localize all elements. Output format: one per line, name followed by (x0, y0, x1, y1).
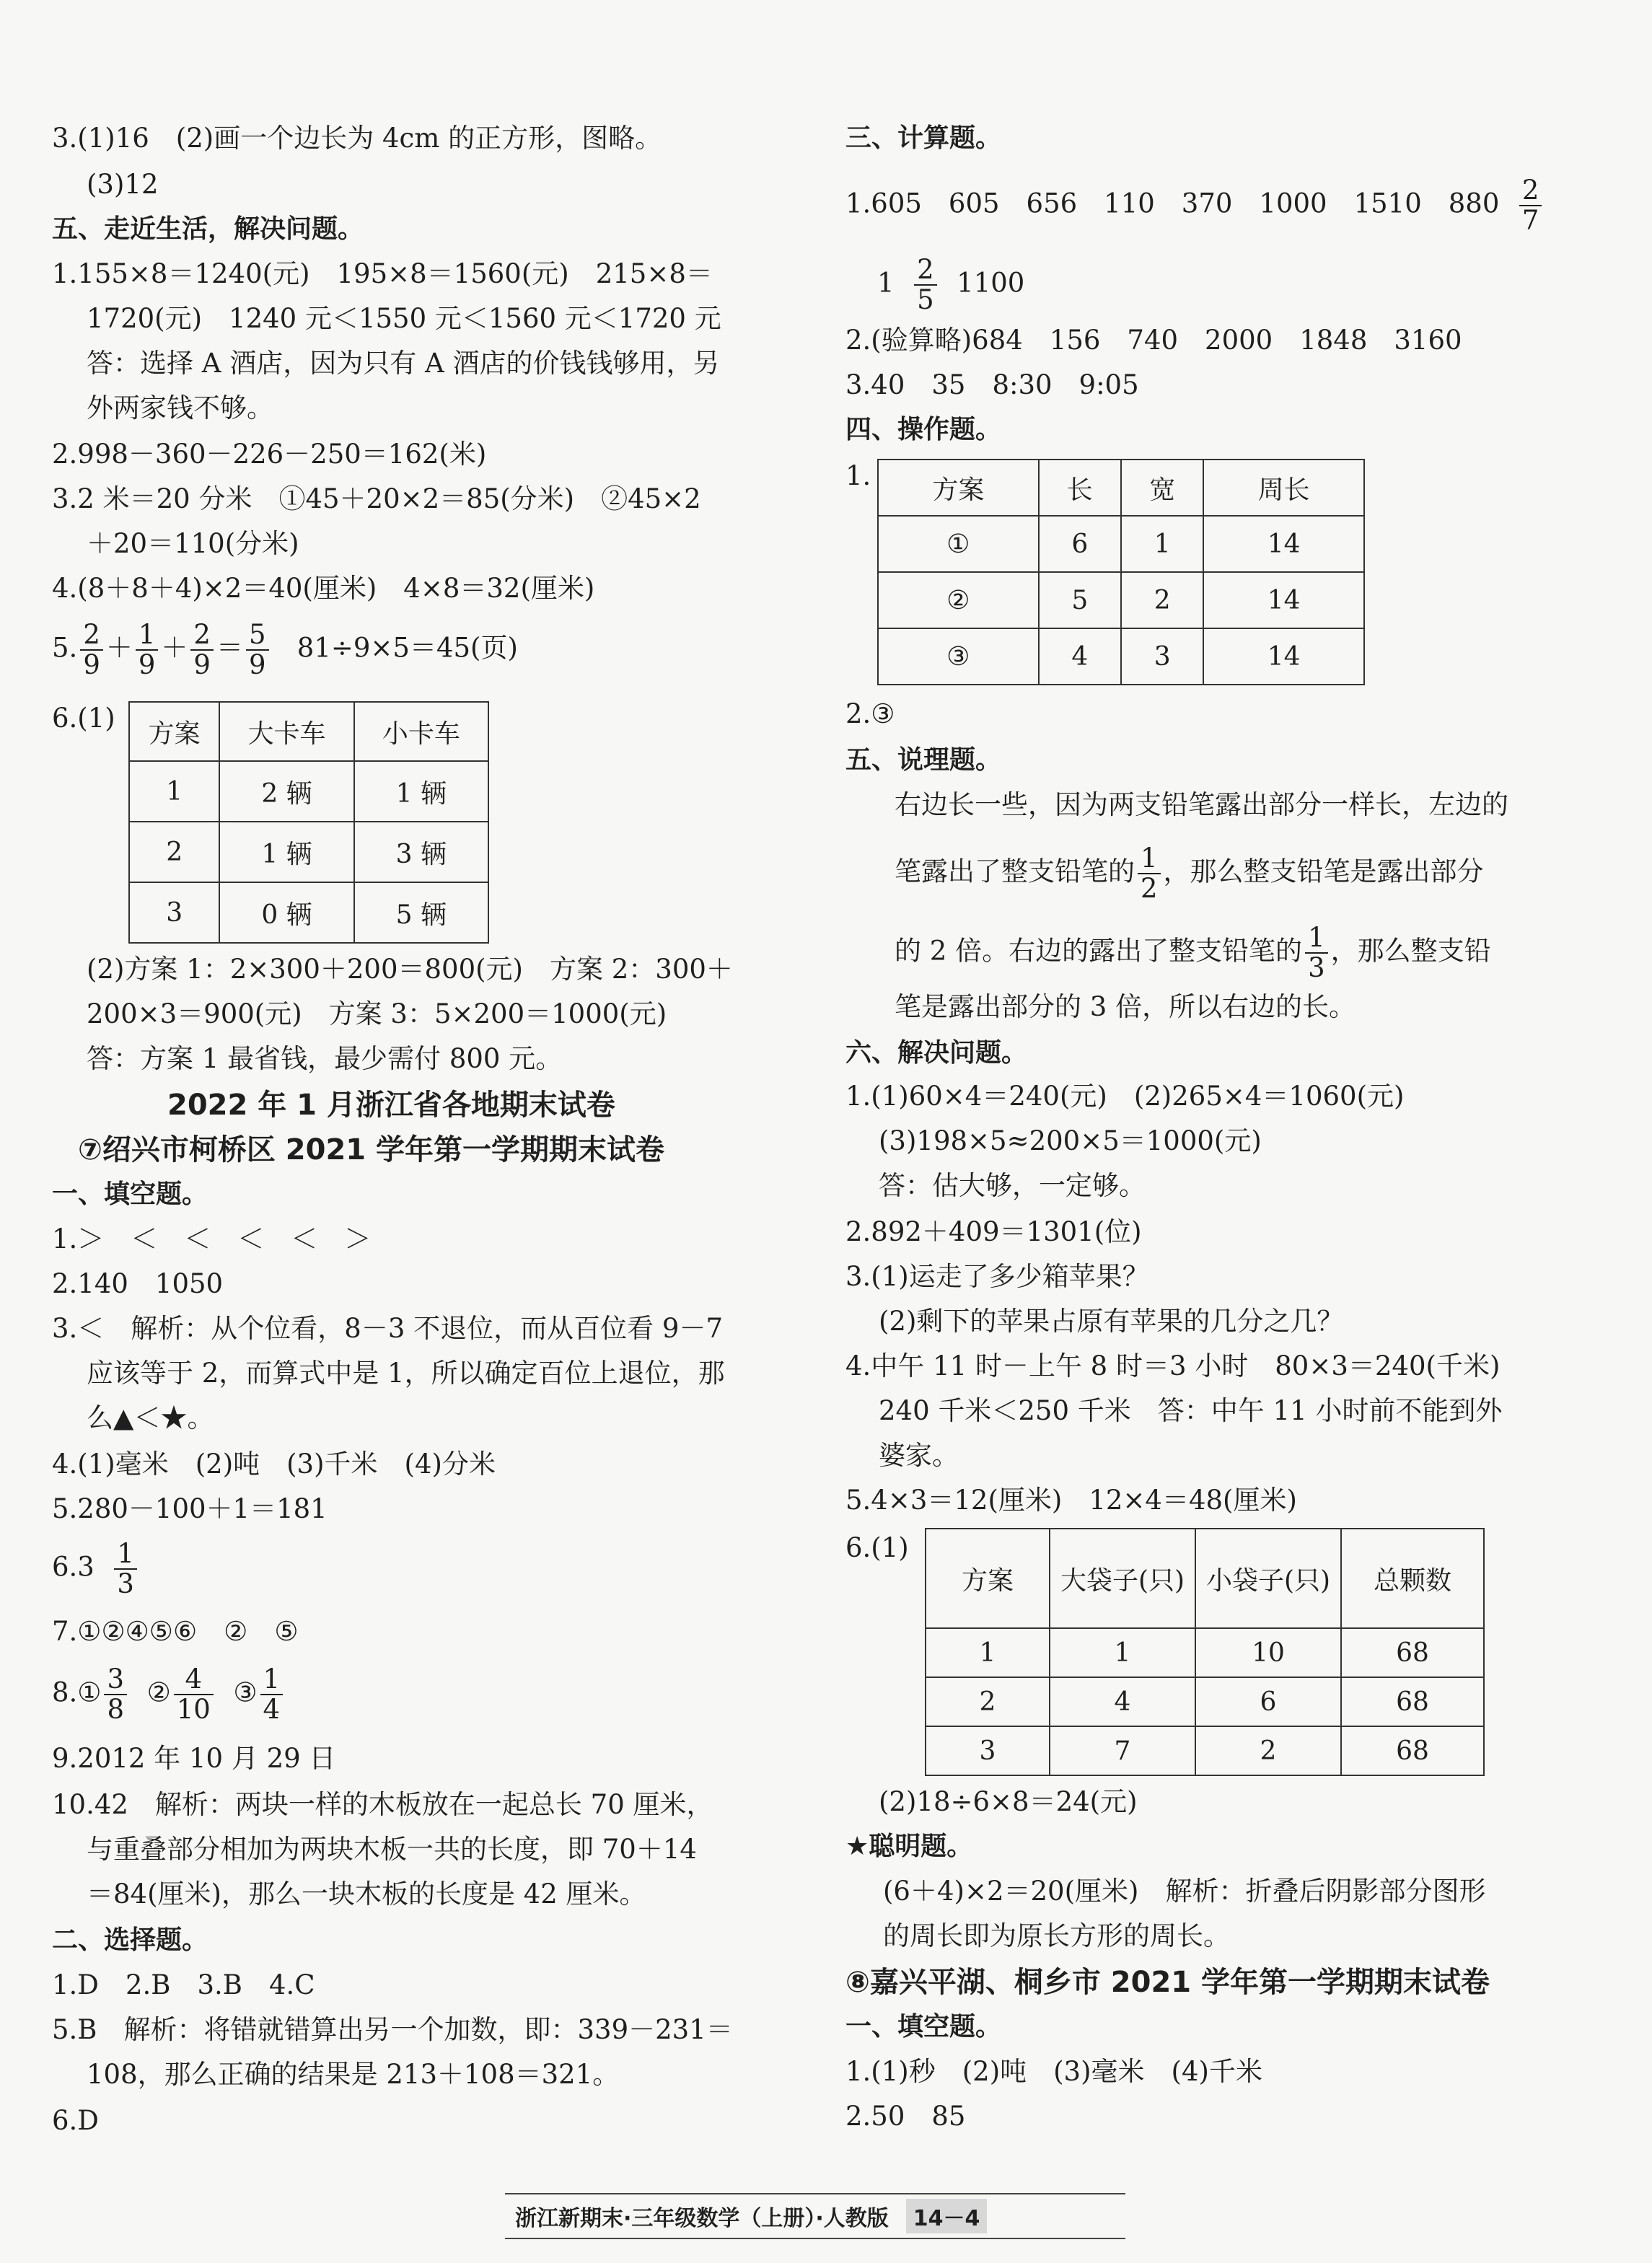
table-header: 总颗数 (1341, 1529, 1484, 1628)
answer-line: 4.(8＋8＋4)×2＝40(厘米) 4×8＝32(厘米) (52, 573, 595, 604)
section-heading: 一、填空题。 (845, 2012, 1002, 2042)
answer-line: (2)剩下的苹果占原有苹果的几分之几？ (879, 1306, 1344, 1337)
answer-line: 与重叠部分相加为两块木板一共的长度，即 70＋14 (87, 1834, 697, 1865)
section-heading: 二、选择题。 (52, 1925, 208, 1955)
page-number: 14－4 (906, 2199, 988, 2233)
answer-line: 婆家。 (879, 1440, 959, 1471)
answer-line: 右边长一些，因为两支铅笔露出部分一样长，左边的 (895, 789, 1508, 820)
answer-line: 1.D 2.B 3.B 4.C (52, 1969, 315, 2000)
fraction: $\frac{2}{7}$ (1519, 176, 1542, 235)
answer-line: 1.＞ ＜ ＜ ＜ ＜ ＞ (52, 1223, 372, 1254)
answer-line: 9.2012 年 10 月 29 日 (52, 1743, 336, 1774)
answer-line: 1. (845, 460, 871, 491)
answer-line: 笔是露出部分的 3 倍，所以右边的长。 (895, 991, 1356, 1022)
answer-line: 6.D (52, 2105, 99, 2136)
answer-line: 2.892＋409＝1301(位) (845, 1216, 1142, 1247)
section-heading: 四、操作题。 (845, 415, 1002, 444)
answer-line: 应该等于 2，而算式中是 1，所以确定百位上退位，那 (87, 1358, 725, 1389)
table-header: 大袋子(只) (1050, 1529, 1195, 1628)
fraction-answer-line: 的 2 倍。右边的露出了整支铅笔的 $\frac{1}{3}$ ，那么整支铅 (895, 922, 1491, 983)
table-row: 2 4 6 68 (926, 1677, 1484, 1726)
answer-line: 7.①②④⑤⑥ ② ⑤ (52, 1616, 299, 1647)
fraction: $\frac{1}{3}$ (1305, 923, 1328, 983)
answer-line: 3.(1)16 (2)画一个边长为 4cm 的正方形，图略。 (52, 123, 662, 154)
answer-line: (2)方案 1：2×300＋200＝800(元) 方案 2：300＋ (87, 954, 733, 985)
fraction-answer-line: 1 $\frac{2}{5}$ 1100 (877, 254, 1025, 315)
answer-line: 240 千米＜250 千米 答：中午 11 小时前不能到外 (879, 1395, 1503, 1426)
table-header: 周长 (1203, 460, 1364, 516)
answer-line: ＋20＝110(分米) (87, 528, 299, 559)
fraction: $\frac{1}{3}$ (114, 1539, 137, 1599)
rectangle-table (877, 459, 1365, 685)
answer-line: 答：方案 1 最省钱，最少需付 800 元。 (87, 1043, 563, 1074)
section-heading: 三、计算题。 (845, 123, 1002, 153)
table-header: 大卡车 (219, 702, 353, 761)
answer-line: 1720(元) 1240 元＜1550 元＜1560 元＜1720 元 (87, 303, 721, 334)
page-footer (505, 2193, 1125, 2239)
section-heading: ★聪明题。 (845, 1832, 973, 1861)
table-header: 小袋子(只) (1195, 1529, 1341, 1628)
fraction: $\frac{1}{9}$ (136, 620, 159, 680)
answer-line: 6.(1) (52, 703, 115, 734)
table-header: 小卡车 (354, 702, 488, 761)
table-row: 1 2 辆 1 辆 (129, 761, 488, 822)
answer-line: 108，那么正确的结果是 213＋108＝321。 (87, 2059, 620, 2090)
fraction: $\frac{4}{10}$ (174, 1665, 214, 1724)
section-heading: 六、解决问题。 (845, 1038, 1028, 1068)
answer-line: ＝84(厘米)，那么一块木板的长度是 42 厘米。 (87, 1878, 646, 1910)
answer-line: 6.(1) (845, 1532, 909, 1563)
bag-table (925, 1528, 1485, 1776)
answer-line: 1.(1)秒 (2)吨 (3)毫米 (4)千米 (845, 2056, 1262, 2087)
answer-line: (2)18÷6×8＝24(元) (879, 1786, 1138, 1817)
answer-line: 3.＜ 解析：从个位看，8－3 不退位，而从百位看 9－7 (52, 1313, 723, 1344)
table-header: 宽 (1121, 460, 1203, 516)
answer-line: 3.40 35 8:30 9:05 (845, 369, 1139, 400)
answer-line: 5.4×3＝12(厘米) 12×4＝48(厘米) (845, 1485, 1297, 1516)
fraction: $\frac{2}{9}$ (80, 620, 103, 680)
answer-line: 3.(1)运走了多少箱苹果？ (845, 1261, 1149, 1292)
fraction: $\frac{2}{5}$ (914, 255, 937, 315)
table-row: ② 5 2 14 (878, 572, 1364, 628)
answer-line: 2.998－360－226－250＝162(米) (52, 439, 487, 470)
exam-title: 2022 年 1 月浙江省各地期末试卷 (167, 1089, 615, 1122)
answer-line: 2.140 1050 (52, 1268, 224, 1299)
answer-line: 4.中午 11 时－上午 8 时＝3 小时 80×3＝240(千米) (845, 1350, 1501, 1381)
answer-line: 答：选择 A 酒店，因为只有 A 酒店的价钱钱够用，另 (87, 348, 720, 379)
fraction-answer-line: 5. $\frac{2}{9}$ ＋ $\frac{1}{9}$ ＋ $\frac{2}{9}$ ＝ $\frac{5}{9}$ 81÷9×5＝45(页) (52, 619, 518, 680)
answer-line: 的周长即为原长方形的周长。 (883, 1920, 1230, 1951)
answer-line: 2.50 85 (845, 2101, 966, 2132)
exam-subtitle: ⑦绍兴市柯桥区 2021 学年第一学期期末试卷 (78, 1133, 665, 1166)
truck-table (128, 701, 489, 944)
answer-line: 外两家钱不够。 (87, 392, 273, 423)
answer-line: (3)12 (87, 169, 159, 200)
table-header: 方案 (878, 460, 1039, 516)
answer-line: 2.③ (845, 698, 895, 729)
fraction: $\frac{5}{9}$ (246, 620, 269, 680)
fraction-answer-line: 6.3 $\frac{1}{3}$ (52, 1539, 140, 1599)
answer-line: 2.(验算略)684 156 740 2000 1848 3160 (845, 325, 1462, 356)
answer-line: 5.B 解析：将错就错算出另一个加数，即：339－231＝ (52, 2014, 733, 2045)
section-heading: 五、说理题。 (845, 745, 1002, 775)
answer-line: 答：估大够，一定够。 (879, 1170, 1146, 1201)
fraction-answer-line: 笔露出了整支铅笔的 $\frac{1}{2}$ ，那么整支铅笔是露出部分 (895, 843, 1484, 904)
table-row: ① 6 1 14 (878, 516, 1364, 572)
answer-line: (3)198×5≈200×5＝1000(元) (879, 1125, 1262, 1156)
exam-subtitle: ⑧嘉兴平湖、桐乡市 2021 学年第一学期期末试卷 (845, 1966, 1490, 1999)
table-row: 1 1 10 68 (926, 1628, 1484, 1677)
section-heading: 一、填空题。 (52, 1179, 208, 1209)
answer-line: 1.155×8＝1240(元) 195×8＝1560(元) 215×8＝ (52, 258, 713, 289)
answer-line: 5.280－100＋1＝181 (52, 1493, 328, 1524)
fraction-answer-line: 8.① $\frac{3}{8}$ ② $\frac{4}{10}$ ③ $\frac{1}{4}$ (52, 1665, 286, 1724)
table-header: 方案 (926, 1529, 1050, 1628)
fraction: $\frac{3}{8}$ (104, 1665, 127, 1724)
table-row: ③ 4 3 14 (878, 628, 1364, 685)
footer-brand: 浙江新期末·三年级数学（上册）·人教版 (515, 2206, 889, 2231)
section-heading: 五、走近生活，解决问题。 (52, 214, 364, 244)
answer-line: (6＋4)×2＝20(厘米) 解析：折叠后阴影部分图形 (883, 1876, 1486, 1907)
table-header: 方案 (129, 702, 219, 761)
table-row: 3 7 2 68 (926, 1726, 1484, 1775)
table-row: 2 1 辆 3 辆 (129, 822, 488, 882)
answer-line: 3.2 米＝20 分米 ①45＋20×2＝85(分米) ②45×2 (52, 483, 701, 514)
answer-line: 1.(1)60×4＝240(元) (2)265×4＝1060(元) (845, 1081, 1405, 1112)
answer-line: 么▲＜★。 (87, 1402, 214, 1433)
answer-line: 200×3＝900(元) 方案 3：5×200＝1000(元) (87, 998, 667, 1029)
answer-line: 4.(1)毫米 (2)吨 (3)千米 (4)分米 (52, 1449, 496, 1480)
answer-line: 10.42 解析：两块一样的木板放在一起总长 70 厘米， (52, 1789, 713, 1820)
table-row: 3 0 辆 5 辆 (129, 882, 488, 943)
fraction: $\frac{1}{2}$ (1138, 844, 1161, 903)
fraction: $\frac{1}{4}$ (260, 1665, 284, 1724)
fraction-answer-line: 1.605 605 656 110 370 1000 1510 880 $\frac{2}{7}$ (845, 176, 1545, 235)
table-header: 长 (1039, 460, 1121, 516)
fraction: $\frac{2}{9}$ (190, 620, 214, 680)
